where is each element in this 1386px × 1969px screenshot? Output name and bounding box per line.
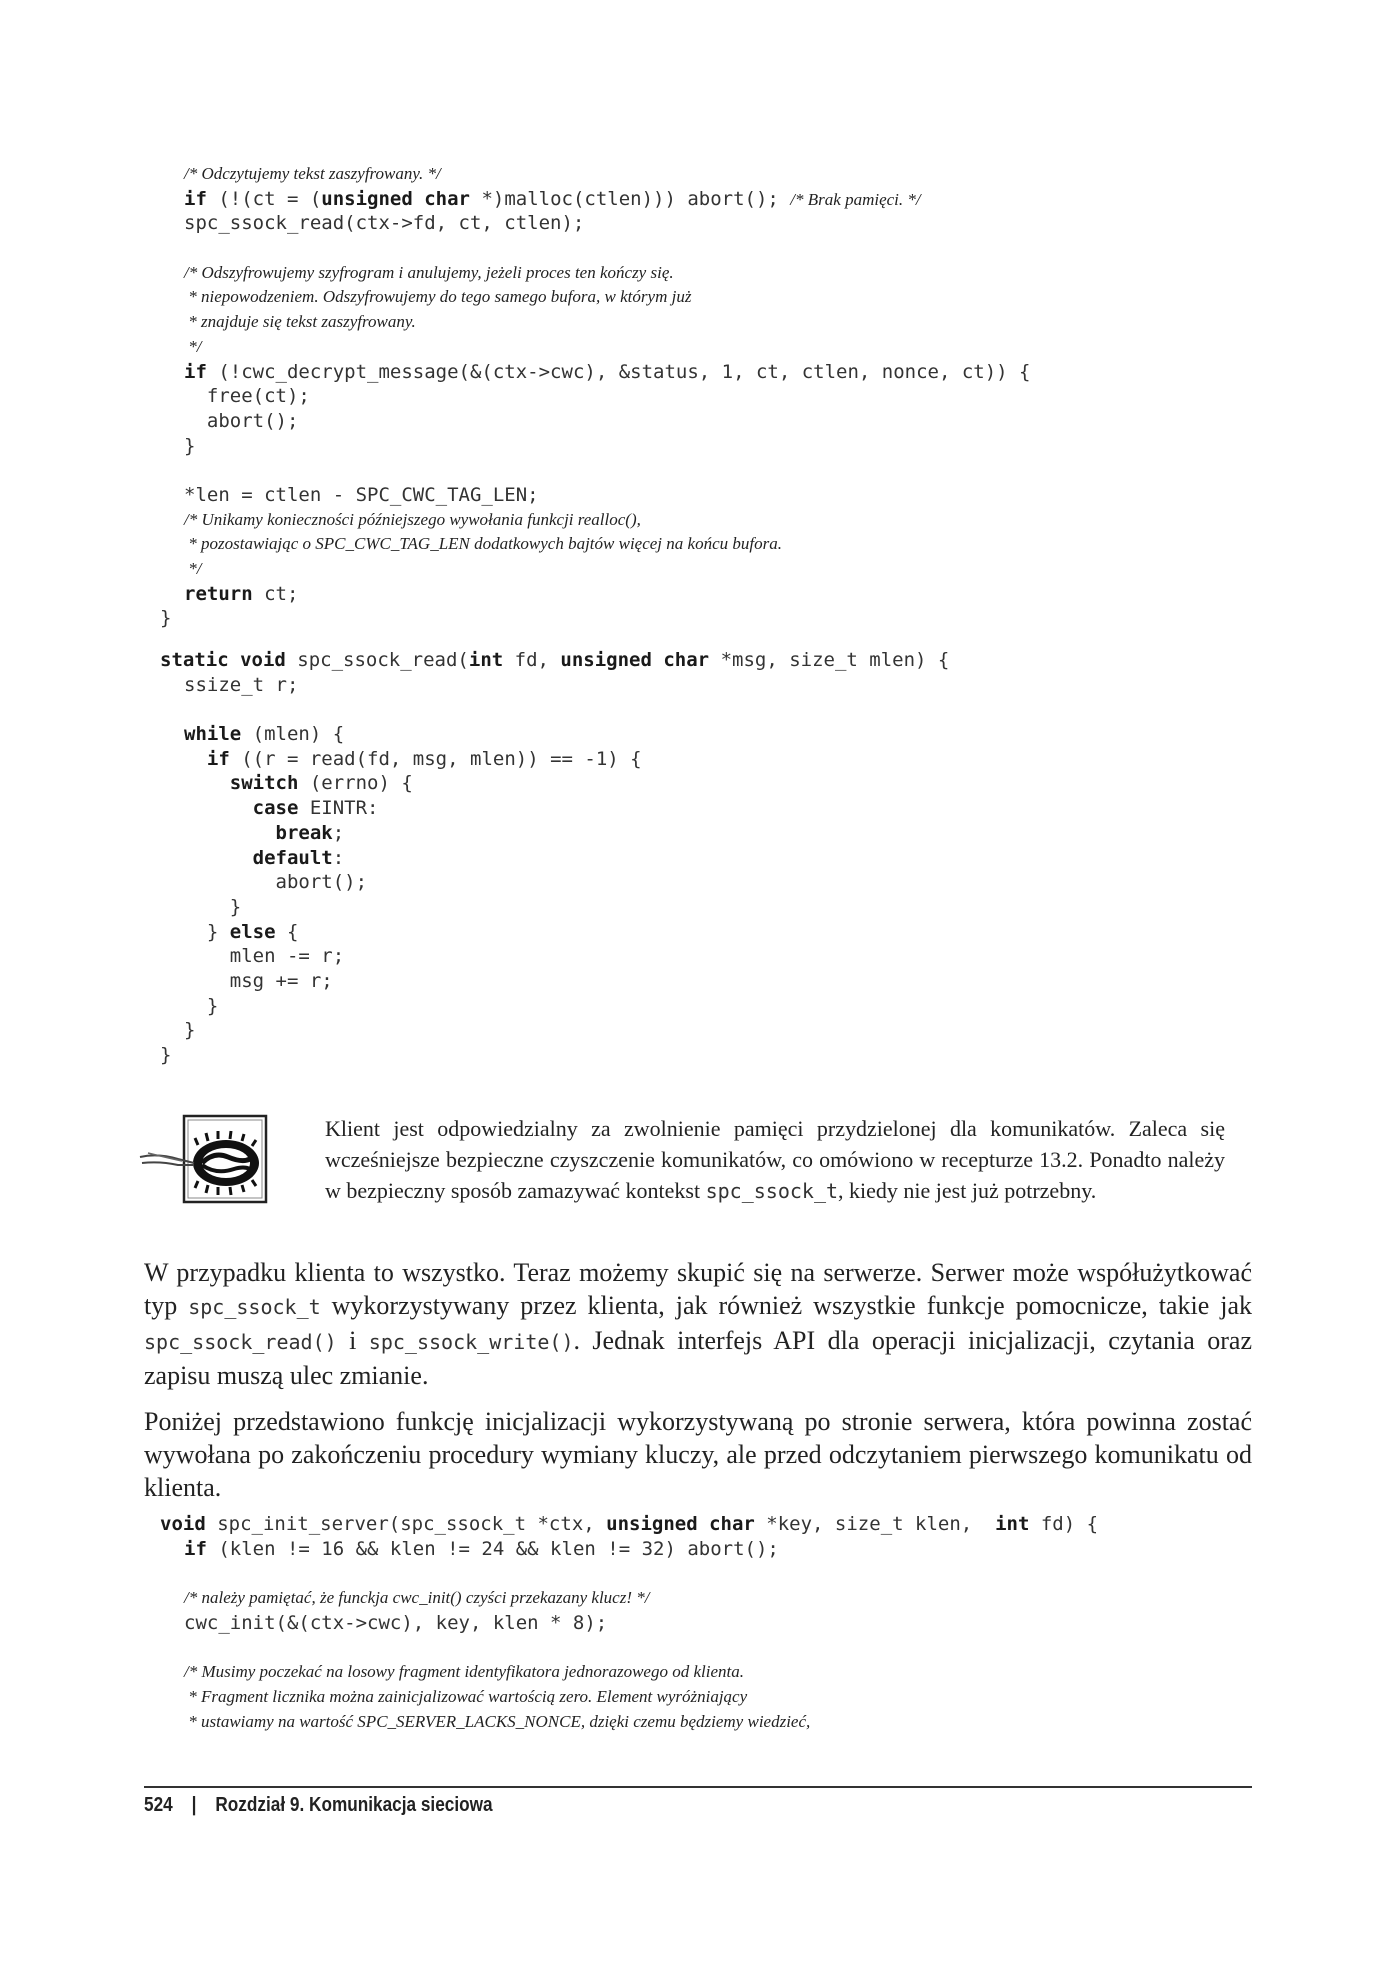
code-line: * niepowodzeniem. Odszyfrowujemy do tego samego bufora, w którym już [184,287,692,307]
code-line: switch (errno) { [229,772,413,795]
code-line: /* Odszyfrowujemy szyfrogram i anulujemy, jeżeli proces ten kończy się. [184,262,674,282]
code-line: void spc_init_server(spc_ssock_t *ctx, unsigned char *key, size_t klen, int fd) { [160,1513,1099,1535]
code-line: /* należy pamiętać, że funckja cwc_init() czyści przekazany klucz! */ [184,1588,650,1608]
code-line: spc_ssock_read(ctx->fd, ct, ctlen); [184,212,585,235]
code-line: mlen -= r; [184,945,345,968]
paragraph-server-intro: W przypadku klienta to wszystko. Teraz możemy skupić się na serwerze. Serwer może współużytkować typ spc_ssock_t wykorzystywany przez klienta, jak również wszystkie funkcje pomocnicze, takie jak spc_ssock_read() i spc_ssock_write(). Jednak interfejs API dla operacji inicjalizacji, czytania oraz zapisu muszą ulec zmianie. [144,1258,1252,1390]
code-block-decrypt [160,162,1031,631]
code-line: if (!(ct = (unsigned char *)malloc(ctlen))) abort(); /* Brak pamięci. */ [184,187,921,210]
code-line: free(ct); [184,385,310,408]
code-line: } [160,607,172,630]
chapter-title: Rozdział 9. Komunikacja sieciowa [215,1794,493,1816]
code-line: * Fragment licznika można zainicjalizować wartością zero. Element wyróżniający [184,1686,748,1706]
code-line: * pozostawiając o SPC_CWC_TAG_LEN dodatkowych bajtów więcej na końcu bufora. [184,534,782,554]
code-line: /* Unikamy konieczności późniejszego wywołania funkcji realloc(), [184,509,641,529]
code-line [184,236,1031,261]
code-line: */ [184,336,202,356]
code-line: while (mlen) { [184,723,345,746]
code-line: /* Musimy poczekać na losowy fragment identyfikatora jednorazowego od klienta. [184,1662,744,1682]
inline-code: spc_ssock_t [188,1295,321,1319]
code-line: * ustawiamy na wartość SPC_SERVER_LACKS_NONCE, dzięki czemu będziemy wiedzieć, [184,1711,811,1731]
code-line: } [160,1044,172,1066]
code-line [184,1561,1098,1586]
code-line: if (klen != 16 && klen != 24 && klen != 32) abort(); [184,1537,779,1560]
footer-rule [144,1786,1252,1788]
code-line: *len = ctlen - SPC_CWC_TAG_LEN; [184,483,539,506]
page-number: 524 [144,1794,173,1816]
footer-separator: | [191,1794,197,1816]
code-line: abort(); [184,871,368,894]
code-block-spc-ssock-read [160,648,950,1068]
inline-code: spc_ssock_read() [144,1330,337,1354]
code-line [184,697,949,722]
code-line: abort(); [184,409,299,432]
code-line: } [184,1019,196,1042]
code-line: return ct; [184,582,299,605]
code-line [184,458,1031,483]
code-line: /* Odczytujemy tekst zaszyfrowany. */ [184,164,441,183]
code-line: if ((r = read(fd, msg, mlen)) == -1) { [206,747,642,770]
code-line: } [184,994,219,1017]
code-line: static void spc_ssock_read(int fd, unsigned char *msg, size_t mlen) { [160,649,950,671]
code-block-spc-init-server [160,1512,1099,1734]
code-line: default: [252,846,345,869]
code-line: } [184,895,242,918]
warning-trap-icon [138,1113,270,1207]
code-line: */ [184,559,202,578]
code-line: ssize_t r; [184,673,299,696]
page-footer [144,1794,493,1817]
code-line: * znajduje się tekst zaszyfrowany. [184,312,416,332]
code-line: case EINTR: [252,797,379,820]
code-line: cwc_init(&(ctx->cwc), key, klen * 8); [184,1611,608,1634]
inline-code: spc_ssock_write() [368,1330,574,1354]
inline-code: spc_ssock_t [705,1179,839,1203]
code-line: } [184,434,196,457]
paragraph-init-function: Poniżej przedstawiono funkcję inicjalizacji wykorzystywaną po stronie serwera, która powinna zostać wywołana po zakończeniu procedury wymiany kluczy, ale przed odczytaniem pierwszego komunikatu od klienta. [144,1407,1252,1502]
warning-note: Klient jest odpowiedzialny za zwolnienie pamięci przydzielonej dla komunikatów. Zaleca się wcześniejsze bezpieczne czyszczenie komunikatów, co omówiono w recepturze 13.2. Ponadto należy w bezpieczny sposób zamazywać kontekst spc_ssock_t, kiedy nie jest już potrzebny. [325,1116,1225,1203]
code-line [184,1635,1098,1660]
code-line: if (!cwc_decrypt_message(&(ctx->cwc), &status, 1, ct, ctlen, nonce, ct)) { [184,360,1031,383]
code-line: break; [275,821,345,844]
code-line: } else { [184,920,299,943]
code-line: msg += r; [184,969,333,992]
